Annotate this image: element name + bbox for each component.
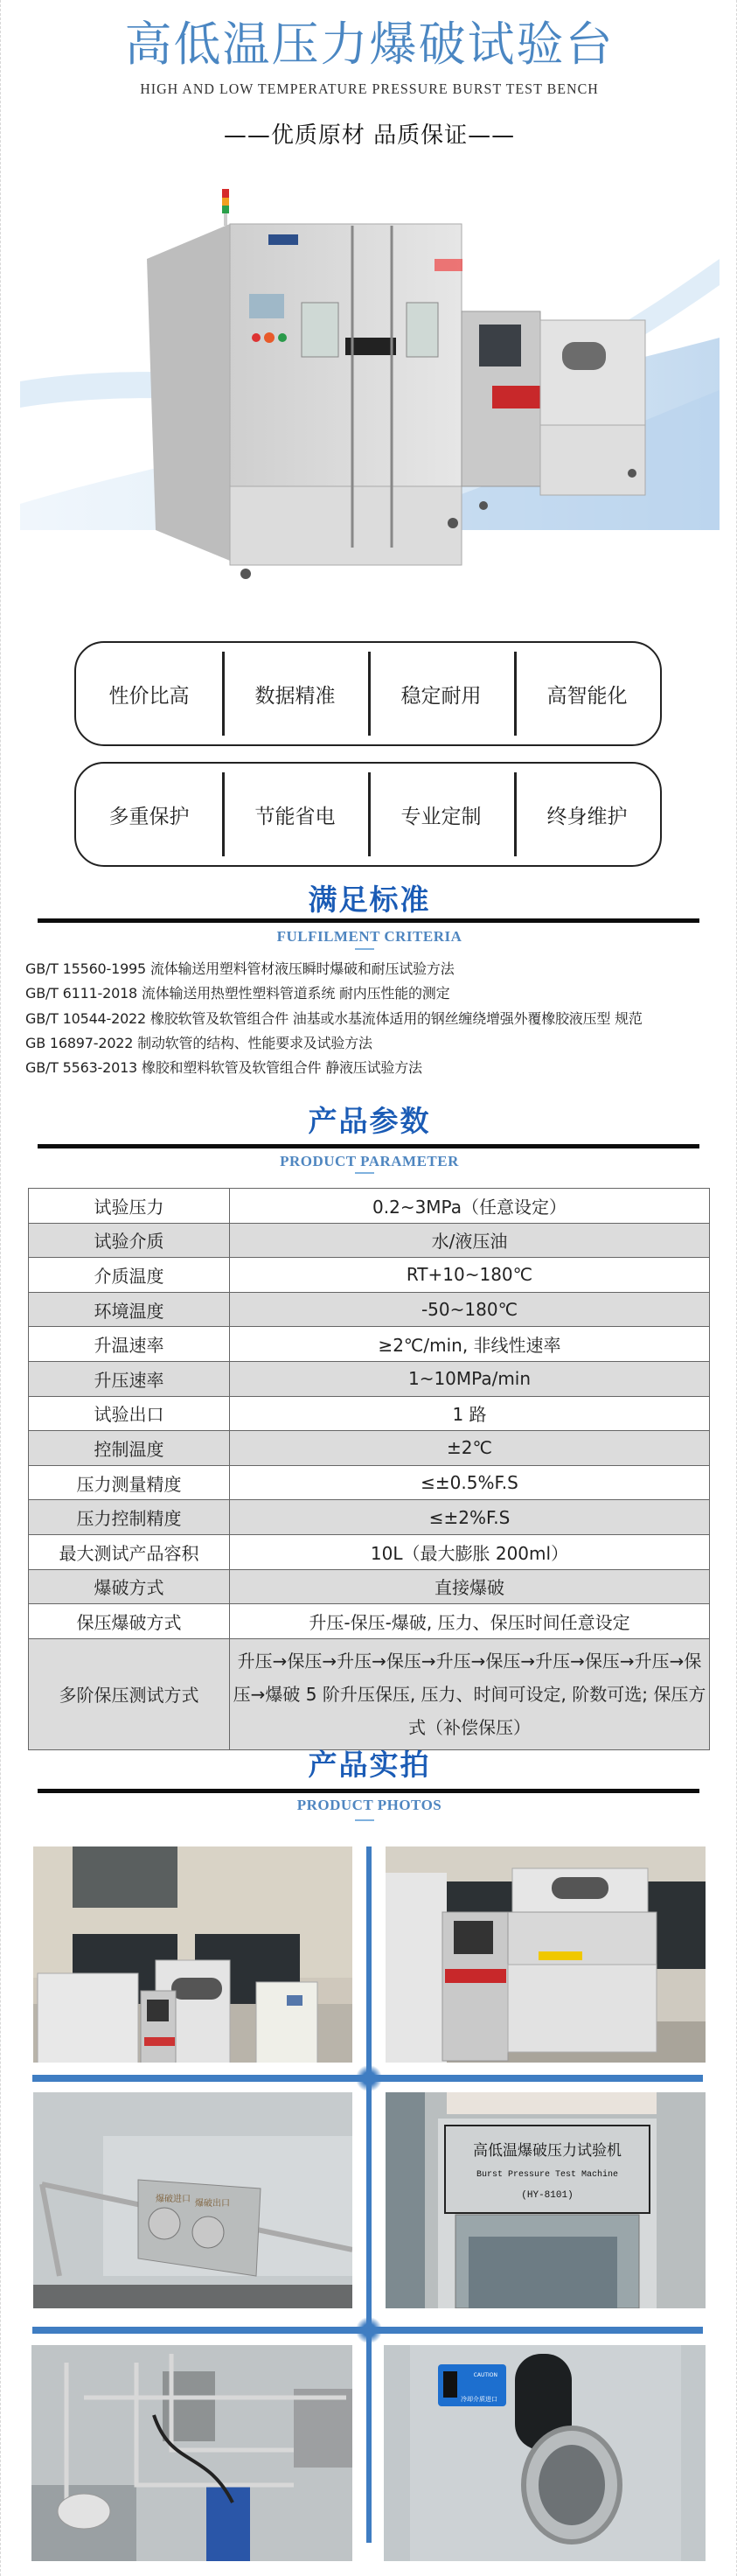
feature-row-2	[74, 762, 662, 867]
param-value: 升压→保压→升压→保压→升压→保压→升压→保压→升压→保压→爆破 5 阶升压保压, 压力、时间可设定, 阶数可选; 保压方式（补偿保压）	[230, 1638, 710, 1749]
table-row	[29, 1465, 710, 1500]
params-title: 产品参数	[308, 1104, 431, 1138]
standards-accent-dash	[355, 948, 374, 950]
photo-test-machine-front-image	[386, 1846, 706, 2063]
table-row	[29, 1431, 710, 1466]
params-accent-dash	[355, 1172, 374, 1174]
photos-title-en: PRODUCT PHOTOS	[296, 1797, 442, 1813]
photos-divider	[38, 1789, 699, 1793]
param-value: ≤±0.5%F.S	[230, 1465, 710, 1500]
standards-title-en: FULFILMENT CRITERIA	[276, 928, 462, 945]
param-label: 爆破方式	[29, 1569, 230, 1604]
photo-internal-piping	[31, 2345, 352, 2561]
param-value: 1~10MPa/min	[230, 1361, 710, 1396]
standard-item: GB/T 10544-2022 橡胶软管及软管组合件 油基或水基流体适用的钢丝缠绕增强外覆橡胶液压型 规范	[25, 1009, 643, 1027]
param-value: ≤±2%F.S	[230, 1500, 710, 1535]
slogan: ——优质原材 品质保证——	[223, 122, 516, 149]
param-label: 多阶保压测试方式	[29, 1638, 230, 1749]
standard-item: GB/T 15560-1995 流体输送用塑料管材液压瞬时爆破和耐压试验方法	[25, 960, 455, 977]
param-label: 环境温度	[29, 1292, 230, 1327]
param-label: 压力测量精度	[29, 1465, 230, 1500]
table-row	[29, 1500, 710, 1535]
photo-nameplate-image	[386, 2092, 706, 2308]
nameplate-model: (HY-8101)	[521, 2190, 574, 2201]
photo-coolant-entrance	[384, 2345, 706, 2561]
parameter-table	[28, 1188, 710, 1750]
photo-nameplate	[386, 2092, 706, 2308]
params-title-en: PRODUCT PARAMETER	[280, 1153, 459, 1169]
nameplate-cn: 高低温爆破压力试验机	[473, 2142, 622, 2160]
table-row	[29, 1396, 710, 1431]
standards-list	[25, 957, 725, 1080]
feature-durable: 稳定耐用	[368, 643, 514, 744]
table-row	[29, 1327, 710, 1362]
param-value: 0.2~3MPa（任意设定）	[230, 1189, 710, 1224]
param-label: 试验压力	[29, 1189, 230, 1224]
manifold-outlet-label: 爆破出口	[195, 2199, 230, 2209]
param-label: 控制温度	[29, 1431, 230, 1466]
table-row	[29, 1569, 710, 1604]
param-value: 1 路	[230, 1396, 710, 1431]
standard-item: GB 16897-2022 制动软管的结构、性能要求及试验方法	[25, 1034, 372, 1051]
photo-grid-vertical-divider	[366, 1846, 372, 2543]
params-divider	[38, 1144, 699, 1148]
param-label: 试验介质	[29, 1223, 230, 1258]
photo-outdoor-lineup	[33, 1846, 352, 2063]
standards-divider	[38, 918, 699, 923]
table-row	[29, 1534, 710, 1569]
photos-title: 产品实拍	[308, 1748, 431, 1782]
table-row	[29, 1258, 710, 1293]
hero-product-image	[20, 163, 720, 583]
caution-cn-label: 冷却介质进口	[461, 2396, 497, 2403]
param-label: 升温速率	[29, 1327, 230, 1362]
param-value: ≥2℃/min, 非线性速率	[230, 1327, 710, 1362]
product-illustration	[20, 163, 720, 583]
standard-item: GB/T 6111-2018 流体输送用热塑性塑料管道系统 耐内压性能的测定	[25, 985, 450, 1002]
feature-cost-effective: 性价比高	[108, 684, 190, 708]
photo-test-machine-front	[386, 1846, 706, 2063]
feature-customization: 专业定制	[368, 764, 514, 865]
param-value: 水/液压油	[230, 1223, 710, 1258]
photo-coolant-entrance-image	[384, 2345, 706, 2561]
param-value: ±2℃	[230, 1431, 710, 1466]
feature-intelligent: 高智能化	[514, 643, 660, 744]
feature-lifetime-maintenance: 终身维护	[514, 764, 660, 865]
standards-title: 满足标准	[308, 883, 431, 917]
param-value: 直接爆破	[230, 1569, 710, 1604]
divider-junction	[356, 2317, 382, 2343]
param-label: 最大测试产品容积	[29, 1534, 230, 1569]
param-value: RT+10~180℃	[230, 1258, 710, 1293]
photo-internal-piping-image	[31, 2345, 352, 2561]
table-row	[29, 1638, 710, 1749]
page-title: 高低温压力爆破试验台	[124, 17, 615, 72]
param-label: 试验出口	[29, 1396, 230, 1431]
param-label: 升压速率	[29, 1361, 230, 1396]
table-row	[29, 1361, 710, 1396]
param-label: 压力控制精度	[29, 1500, 230, 1535]
table-row	[29, 1292, 710, 1327]
param-value: 10L（最大膨胀 200ml）	[230, 1534, 710, 1569]
nameplate-en: Burst Pressure Test Machine	[476, 2170, 619, 2180]
photos-accent-dash	[355, 1819, 374, 1821]
feature-energy-saving: 节能省电	[222, 764, 368, 865]
param-value: -50~180℃	[230, 1292, 710, 1327]
photo-burst-manifold	[33, 2092, 352, 2308]
standard-item: GB/T 5563-2013 橡胶和塑料软管及软管组合件 静液压试验方法	[25, 1059, 422, 1077]
param-label: 介质温度	[29, 1258, 230, 1293]
manifold-inlet-label: 爆破进口	[156, 2195, 191, 2204]
table-row	[29, 1223, 710, 1258]
table-row	[29, 1604, 710, 1639]
caution-label: CAUTION	[473, 2372, 497, 2378]
page-subtitle-en: HIGH AND LOW TEMPERATURE PRESSURE BURST TEST BENCH	[140, 81, 599, 98]
feature-multi-protection: 多重保护	[108, 805, 190, 828]
table-row	[29, 1189, 710, 1224]
feature-accurate-data: 数据精准	[222, 643, 368, 744]
photo-outdoor-lineup-image	[33, 1846, 352, 2063]
divider-junction	[356, 2065, 382, 2091]
param-label: 保压爆破方式	[29, 1604, 230, 1639]
param-value: 升压-保压-爆破, 压力、保压时间任意设定	[230, 1604, 710, 1639]
photo-burst-manifold-image	[33, 2092, 352, 2308]
feature-row-1	[74, 641, 662, 746]
